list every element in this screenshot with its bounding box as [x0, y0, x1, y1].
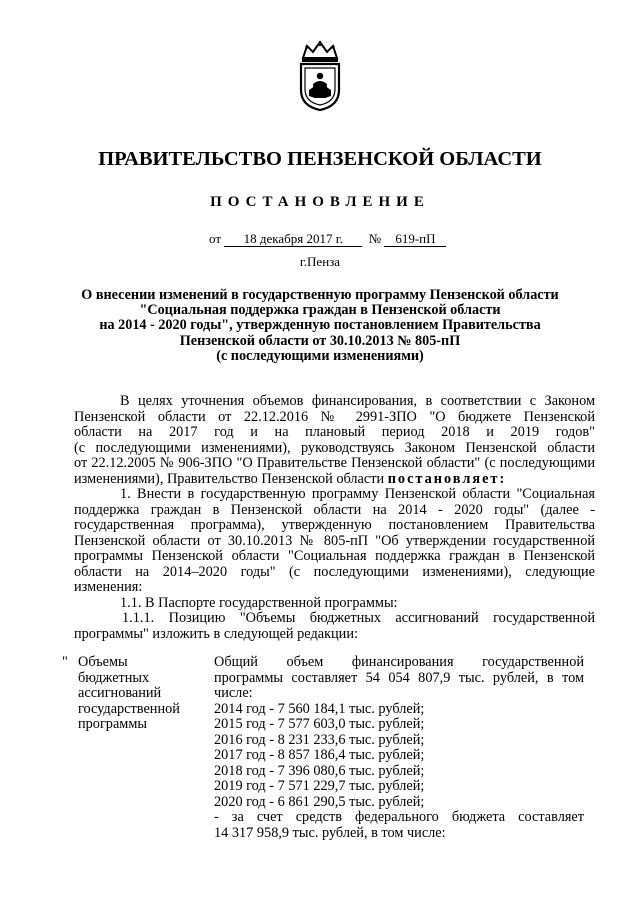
government-title: ПРАВИТЕЛЬСТВО ПЕНЗЕНСКОЙ ОБЛАСТИ [98, 148, 542, 170]
body-line: программы" изложить в следующей редакции: [74, 625, 358, 642]
year-funding: 2015 год - 7 577 603,0 тыс. рублей; [214, 716, 425, 732]
subject-line: О внесении изменений в государственную программу Пензенской области [81, 287, 559, 303]
position-line: программы [78, 716, 148, 732]
content-line: - за счет средств федерального бюджета составляет [214, 809, 584, 825]
subject-line: (с последующими изменениями) [216, 347, 424, 364]
body-line: области на 2017 год и на плановый период 2018 и 2019 годов" [74, 424, 595, 440]
body-line: изменения: [74, 579, 143, 595]
year-funding: 2017 год - 8 857 186,4 тыс. рублей; [214, 747, 425, 763]
year-funding: 2016 год - 8 231 233,6 тыс. рублей; [214, 731, 425, 748]
body-line: В целях уточнения объемов финансирования, в соответствии с Законом [120, 393, 595, 409]
content-line: программы составляет 54 054 807,9 тыс. рублей, в том [214, 669, 584, 686]
position-line: Объемы [78, 654, 128, 670]
body-line: поддержка граждан в Пензенской области на 2014 - 2020 годы" (далее - [74, 501, 595, 518]
body-line: (с последующими изменениями), руководствуясь Законом Пензенской области [74, 439, 595, 456]
resolves-word: постановляет: [387, 470, 507, 487]
body-line: 1. Внести в государственную программу Пензенской области "Социальная [120, 486, 595, 502]
document-type: ПОСТАНОВЛЕНИЕ [210, 194, 430, 210]
decree-date: 18 декабря 2017 г. [224, 232, 362, 247]
subject-line: Пензенской области от 30.10.2013 № 805-пП [179, 332, 461, 349]
coat-of-arms-icon [293, 40, 347, 112]
body-line: области на 2014–2020 годы" (с последующими изменениями), следующие [74, 563, 595, 580]
subject-line: "Социальная поддержка граждан в Пензенской области [139, 302, 501, 319]
decree-date-number [209, 231, 446, 247]
year-funding: 2019 год - 7 571 229,7 тыс. рублей; [214, 778, 425, 794]
year-funding: 2014 год - 7 560 184,1 тыс. рублей; [214, 700, 425, 717]
body-line: 1.1. В Паспорте государственной программы: [120, 594, 398, 611]
subject-line: на 2014 - 2020 годы", утвержденную постановлением Правительства [99, 317, 541, 334]
body-line: Пензенской области от 22.12.2016 № 2991-ЗПО "О бюджете Пензенской [74, 408, 595, 425]
position-line: ассигнований [78, 685, 162, 701]
decree-number: 619-пП [384, 232, 446, 247]
body-text: изменениями), Правительство Пензенской области [74, 470, 385, 487]
opening-quote: " [62, 654, 68, 670]
position-content [214, 655, 584, 841]
city: г.Пенза [299, 254, 341, 269]
body-line: Пензенской области от 30.10.2013 № 805-пП "Об утверждении государственной [74, 532, 595, 549]
position-line: бюджетных [78, 669, 150, 686]
number-label: № [368, 231, 382, 246]
position-line: государственной [78, 700, 180, 717]
decree-body [74, 394, 595, 642]
content-line: 14 317 958,9 тыс. рублей, в том числе: [214, 824, 446, 841]
body-line: программы Пензенской области "Социальная поддержка граждан в Пензенской [74, 548, 595, 564]
body-line [74, 472, 595, 488]
content-line: Общий объем финансирования государственной [214, 654, 584, 670]
body-line: от 22.12.2005 № 906-ЗПО "О Правительстве Пензенской области" (с последующими [74, 455, 595, 471]
body-line: 1.1.1. Позицию "Объемы бюджетных ассигнований государственной [122, 610, 595, 626]
year-funding: 2018 год - 7 396 080,6 тыс. рублей; [214, 762, 425, 779]
content-line: числе: [214, 685, 253, 701]
from-label: от [209, 231, 222, 246]
decree-subject [60, 288, 580, 364]
body-line: государственная программа), утвержденную постановлением Правительства [74, 517, 595, 533]
position-name [78, 655, 208, 733]
year-funding: 2020 год - 6 861 290,5 тыс. рублей; [214, 793, 425, 810]
